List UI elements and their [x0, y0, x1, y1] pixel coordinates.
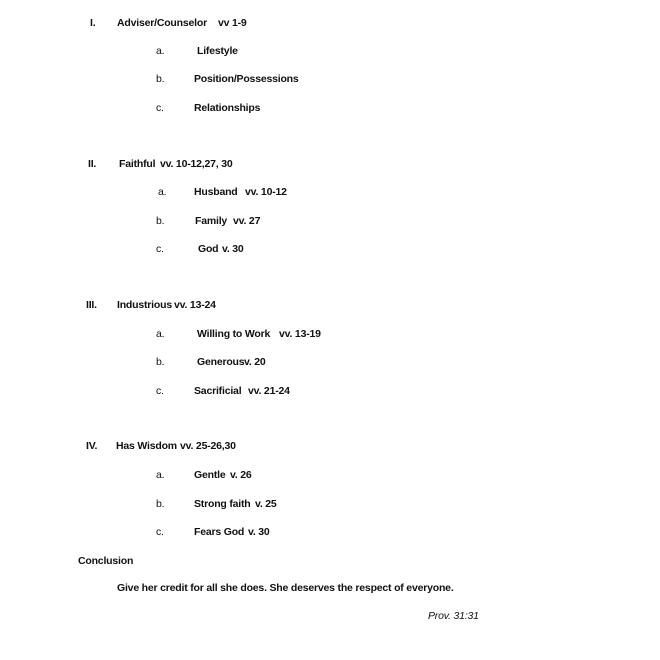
section-2-item-a-text: Husband — [194, 186, 238, 198]
section-2-item-b-letter: b. — [156, 215, 165, 227]
conclusion-citation: Prov. 31:31 — [428, 610, 479, 622]
section-1-item-b-text: Position/Possessions — [194, 73, 299, 85]
section-4-item-b-ref: v. 25 — [255, 498, 277, 510]
section-4-item-a-ref: v. 26 — [230, 469, 252, 481]
section-1-numeral: I. — [90, 17, 96, 29]
section-1-ref: vv 1-9 — [218, 17, 247, 29]
section-2-item-c-letter: c. — [156, 243, 164, 255]
section-4-item-b-letter: b. — [156, 498, 165, 510]
conclusion-text: Give her credit for all she does. She deserves the respect of everyone. — [117, 582, 454, 594]
section-2-ref: vv. 10-12,27, 30 — [160, 158, 233, 170]
section-2-heading: Faithful — [119, 158, 156, 170]
section-1-item-c-letter: c. — [156, 102, 164, 114]
section-2-item-c-text: God — [198, 243, 219, 255]
section-2-numeral: II. — [88, 158, 97, 170]
section-4-numeral: IV. — [86, 440, 98, 452]
section-2-item-b-ref: vv. 27 — [233, 215, 261, 227]
section-3-heading: Industrious — [117, 299, 172, 311]
section-1-item-a-text: Lifestyle — [197, 45, 238, 57]
section-4-item-c-text: Fears God — [194, 526, 245, 538]
section-4-ref: vv. 25-26,30 — [180, 440, 236, 452]
section-4-item-c-letter: c. — [156, 526, 164, 538]
section-1-item-b-letter: b. — [156, 73, 165, 85]
section-3-item-c-text: Sacrificial — [194, 385, 242, 397]
section-3-item-b-letter: b. — [156, 356, 165, 368]
section-3-item-a-letter: a. — [156, 328, 165, 340]
section-3-item-a-text: Willing to Work — [197, 328, 271, 340]
conclusion-heading: Conclusion — [78, 555, 134, 567]
section-3-item-c-letter: c. — [156, 385, 164, 397]
section-3-item-c-ref: vv. 21-24 — [248, 385, 290, 397]
section-3-numeral: III. — [86, 299, 97, 311]
section-4-item-a-letter: a. — [156, 469, 165, 481]
section-2-item-b-text: Family — [195, 215, 228, 227]
section-4-item-c-ref: v. 30 — [248, 526, 270, 538]
section-2-item-a-letter: a. — [158, 186, 167, 198]
section-1-item-a-letter: a. — [156, 45, 165, 57]
section-2-item-a-ref: vv. 10-12 — [245, 186, 287, 198]
section-4-heading: Has Wisdom — [116, 440, 177, 452]
section-3-item-b-text: Generous — [197, 356, 245, 368]
section-3-item-a-ref: vv. 13-19 — [279, 328, 321, 340]
section-3-ref: vv. 13-24 — [174, 299, 216, 311]
section-4-item-a-text: Gentle — [194, 469, 226, 481]
section-1-heading: Adviser/Counselor — [117, 17, 207, 29]
section-1-item-c-text: Relationships — [194, 102, 261, 114]
section-2-item-c-ref: v. 30 — [222, 243, 244, 255]
section-3-item-b-ref: v. 20 — [244, 356, 266, 368]
section-4-item-b-text: Strong faith — [194, 498, 251, 510]
